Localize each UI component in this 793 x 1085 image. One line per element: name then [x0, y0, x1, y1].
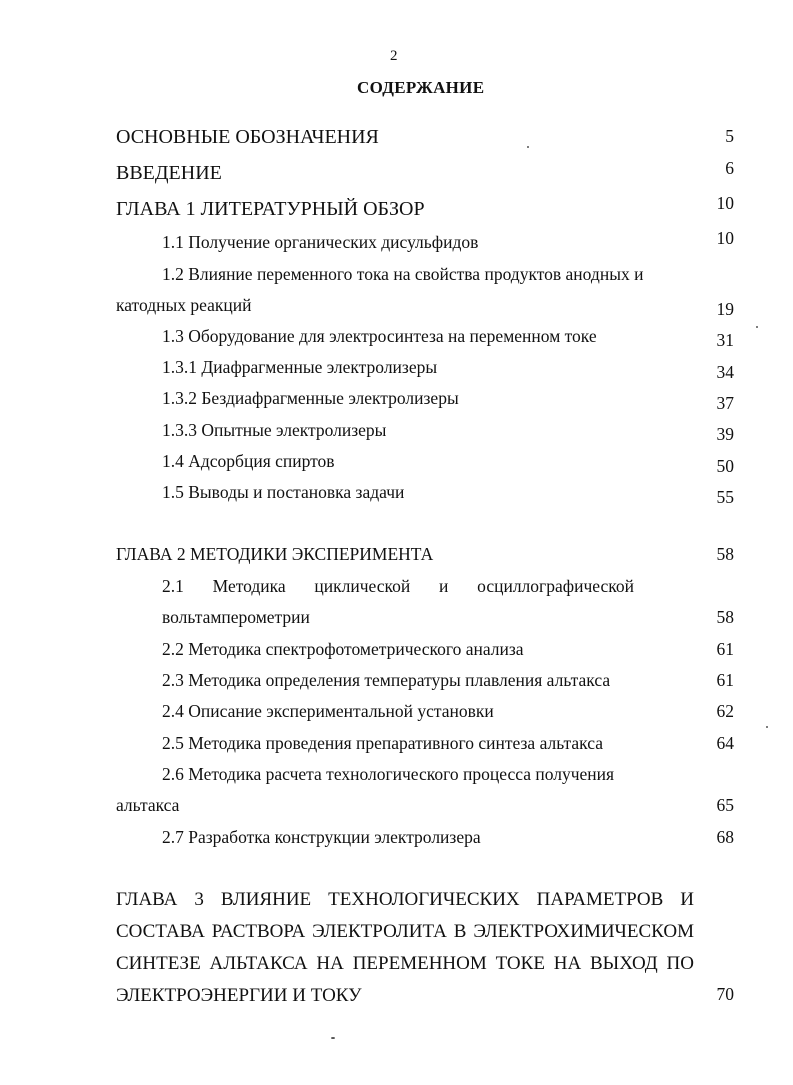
toc-page-chapter-2: 58	[716, 544, 734, 564]
toc-page-1-3: 31	[716, 330, 734, 350]
toc-entry-2-1-word: циклической	[314, 576, 411, 596]
toc-page-chapter-1: 10	[716, 193, 734, 213]
toc-entry-2-3: 2.3 Методика определения температуры плавления альтакса	[162, 670, 611, 690]
scan-speck	[331, 1037, 335, 1039]
scan-speck	[527, 146, 529, 148]
toc-entry-2-6-cont: альтакса	[116, 795, 180, 815]
toc-entry-2-7: 2.7 Разработка конструкции электролизера	[162, 827, 481, 847]
toc-entry-2-1	[162, 578, 634, 596]
toc-entry-2-1-word: и	[439, 576, 449, 596]
toc-page-2-3: 61	[716, 670, 734, 690]
toc-entry-1-5: 1.5 Выводы и постановка задачи	[162, 482, 405, 502]
toc-page-1-1: 10	[716, 228, 734, 248]
toc-entry-2-1-word: 2.1	[162, 576, 184, 596]
toc-page-1-4: 50	[716, 456, 734, 476]
toc-page-introduction: 6	[725, 158, 734, 178]
toc-entry-2-5: 2.5 Методика проведения препаративного синтеза альтакса	[162, 733, 603, 753]
toc-entry-2-1-word: осциллографической	[477, 576, 634, 596]
toc-entry-chapter-3-line: ГЛАВА 3 ВЛИЯНИЕ ТЕХНОЛОГИЧЕСКИХ ПАРАМЕТРОВ И	[116, 889, 694, 910]
toc-entry-1-4: 1.4 Адсорбция спиртов	[162, 451, 335, 471]
toc-entry-2-2: 2.2 Методика спектрофотометрического анализа	[162, 639, 524, 659]
toc-entry-2-4: 2.4 Описание экспериментальной установки	[162, 701, 494, 721]
toc-entry-2-6: 2.6 Методика расчета технологического процесса получения	[162, 764, 615, 784]
toc-page-2-5: 64	[716, 733, 734, 753]
toc-entry-1-3: 1.3 Оборудование для электросинтеза на переменном токе	[162, 326, 597, 346]
toc-entry-chapter-2: ГЛАВА 2 МЕТОДИКИ ЭКСПЕРИМЕНТА	[116, 544, 434, 564]
toc-page-1-3-1: 34	[716, 362, 734, 382]
page-title: СОДЕРЖАНИЕ	[357, 78, 485, 97]
toc-entry-1-3-3: 1.3.3 Опытные электролизеры	[162, 420, 387, 440]
scan-speck	[756, 326, 758, 328]
toc-entry-chapter-1: ГЛАВА 1 ЛИТЕРАТУРНЫЙ ОБЗОР	[116, 198, 425, 220]
toc-entry-chapter-3-line: СОСТАВА РАСТВОРА ЭЛЕКТРОЛИТА В ЭЛЕКТРОХИМИЧЕСКОМ	[116, 921, 694, 942]
toc-entry-2-1-cont: вольтамперометрии	[162, 607, 310, 627]
toc-page-2-4: 62	[716, 701, 734, 721]
toc-entry-introduction: ВВЕДЕНИЕ	[116, 162, 222, 184]
scan-speck	[766, 726, 768, 728]
toc-page-2-7: 68	[716, 827, 734, 847]
toc-page-main-notation: 5	[725, 126, 734, 146]
toc-page-chapter-3: 70	[716, 984, 734, 1004]
toc-entry-1-1: 1.1 Получение органических дисульфидов	[162, 232, 479, 252]
toc-entry-chapter-3-last-line: ЭЛЕКТРОЭНЕРГИИ И ТОКУ	[116, 985, 362, 1006]
toc-page-1-2: 19	[716, 299, 734, 319]
toc-entry-1-2: 1.2 Влияние переменного тока на свойства продуктов анодных и	[162, 264, 644, 284]
toc-entry-1-3-2: 1.3.2 Бездиафрагменные электролизеры	[162, 388, 459, 408]
toc-entry-chapter-3-line: СИНТЕЗЕ АЛЬТАКСА НА ПЕРЕМЕННОМ ТОКЕ НА ВЫХОД ПО	[116, 953, 694, 974]
toc-page-2-6: 65	[716, 795, 734, 815]
toc-page-2-1: 58	[716, 607, 734, 627]
toc-entry-main-notation: ОСНОВНЫЕ ОБОЗНАЧЕНИЯ	[116, 126, 379, 148]
toc-entry-1-2-cont: катодных реакций	[116, 295, 252, 315]
page-number: 2	[390, 48, 398, 64]
toc-page-2-2: 61	[716, 639, 734, 659]
toc-page-1-3-2: 37	[716, 393, 734, 413]
toc-entry-2-1-word: Методика	[212, 576, 286, 596]
toc-page-1-3-3: 39	[716, 424, 734, 444]
toc-page-1-5: 55	[716, 487, 734, 507]
toc-entry-1-3-1: 1.3.1 Диафрагменные электролизеры	[162, 357, 438, 377]
